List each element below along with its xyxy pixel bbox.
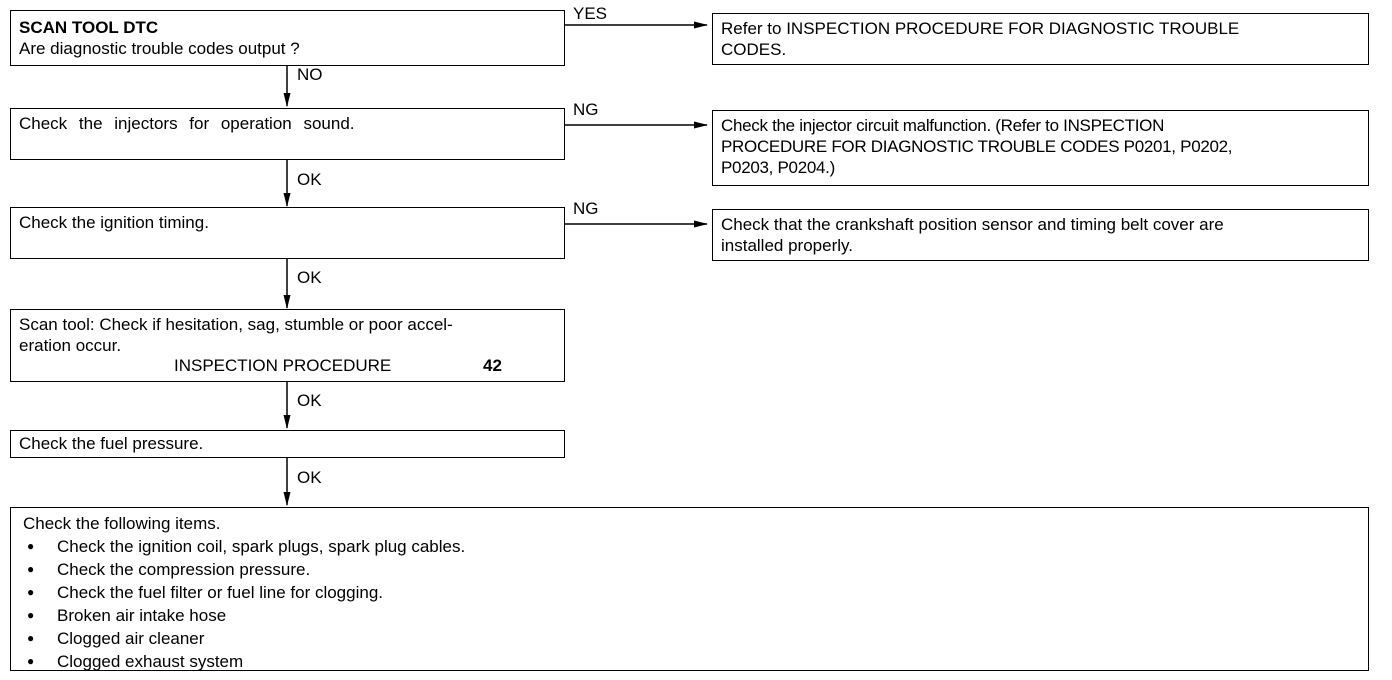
- result-2-line-2: PROCEDURE FOR DIAGNOSTIC TROUBLE CODES P0201, P0202,: [721, 137, 1233, 156]
- label-ok-injectors: OK: [297, 170, 322, 189]
- result-1-line-2: CODES.: [721, 40, 787, 59]
- step-4-line-1: Scan tool: Check if hesitation, sag, stumble or poor accel-: [19, 315, 453, 334]
- check-item: ● Check the fuel filter or fuel line for clogging.: [23, 581, 1360, 604]
- step-check-following-items: [10, 507, 1369, 671]
- check-item: ● Clogged exhaust system: [23, 650, 1360, 673]
- result-1-line-1: Refer to INSPECTION PROCEDURE FOR DIAGNOSTIC TROUBLE: [721, 19, 1240, 38]
- label-no: NO: [297, 65, 323, 84]
- result-crankshaft-sensor: [712, 209, 1369, 261]
- step-4-line-2: eration occur.: [19, 336, 122, 355]
- label-ok-timing: OK: [297, 268, 322, 287]
- step-check-ignition-timing: [10, 207, 565, 259]
- check-items-list: [23, 535, 1360, 673]
- label-ok-fuel: OK: [297, 468, 322, 487]
- step-scan-tool-hesitation: [10, 309, 565, 382]
- label-ok-hesitation: OK: [297, 391, 322, 410]
- step-1-question: Are diagnostic trouble codes output ?: [19, 39, 300, 58]
- step-2-text: Check the injectors for operation sound.: [19, 114, 355, 133]
- step-6-intro: Check the following items.: [23, 514, 221, 533]
- result-refer-dtc: [712, 13, 1369, 65]
- label-yes: YES: [573, 4, 608, 23]
- check-item: ● Clogged air cleaner: [23, 627, 1360, 650]
- label-ng-timing: NG: [573, 199, 599, 218]
- result-injector-circuit: [712, 110, 1369, 186]
- step-check-fuel-pressure: [10, 430, 565, 458]
- step-check-injectors: [10, 108, 565, 160]
- result-3-line-2: installed properly.: [721, 236, 853, 255]
- inspection-procedure-number: 42: [483, 356, 502, 375]
- inspection-procedure-label: INSPECTION PROCEDURE: [174, 356, 392, 375]
- label-ng-injectors: NG: [573, 100, 599, 119]
- check-item: ● Check the ignition coil, spark plugs, spark plug cables.: [23, 535, 1360, 558]
- result-2-line-1: Check the injector circuit malfunction. (Refer to INSPECTION: [721, 116, 1165, 135]
- step-5-text: Check the fuel pressure.: [19, 434, 204, 453]
- check-item: ● Broken air intake hose: [23, 604, 1360, 627]
- step-3-text: Check the ignition timing.: [19, 213, 209, 232]
- step-1-title: SCAN TOOL DTC: [19, 18, 159, 37]
- result-3-line-1: Check that the crankshaft position sensor and timing belt cover are: [721, 215, 1224, 234]
- check-item: ● Check the compression pressure.: [23, 558, 1360, 581]
- result-2-line-3: P0203, P0204.): [721, 158, 835, 177]
- step-scan-tool-dtc: [10, 10, 565, 66]
